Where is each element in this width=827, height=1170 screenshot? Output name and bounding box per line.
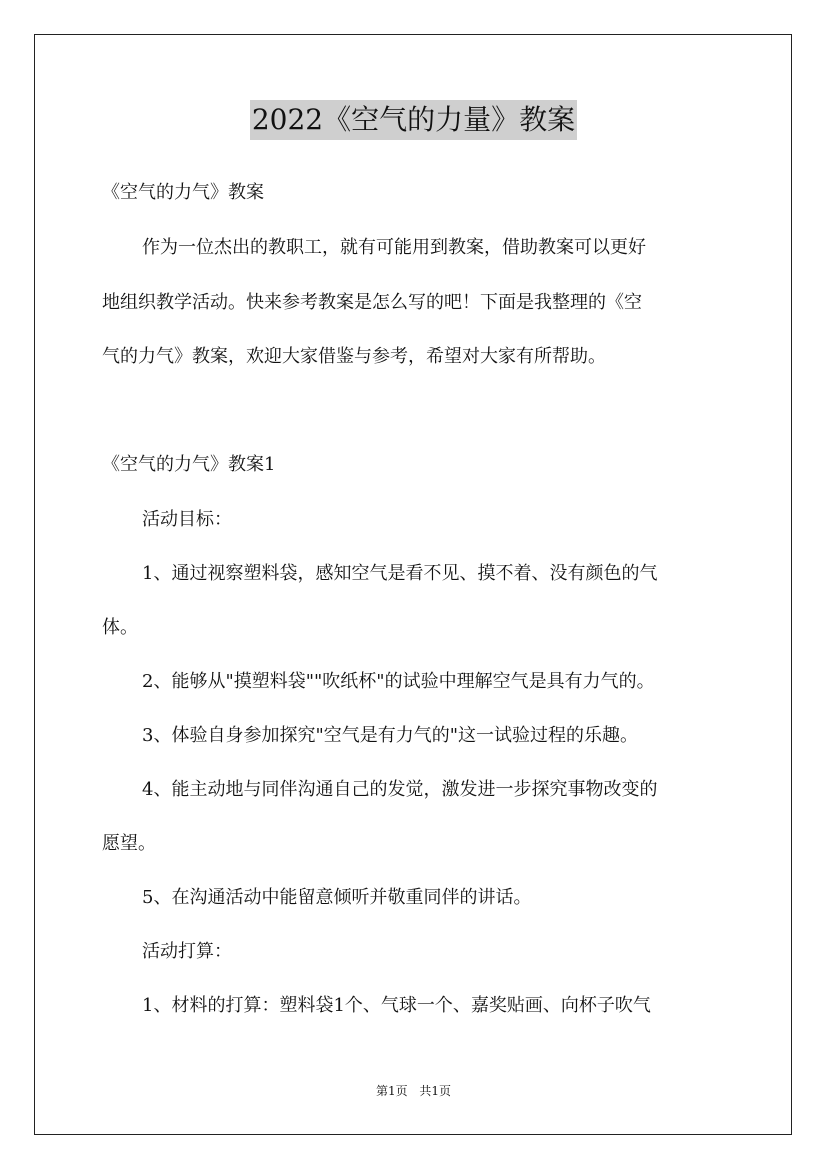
goal-1-line-1: 1、通过视察塑料袋，感知空气是看不见、摸不着、没有颜色的气	[142, 563, 658, 584]
intro-line-1: 作为一位杰出的教职工，就有可能用到教案，借助教案可以更好	[142, 237, 646, 258]
intro-line-3: 气的力气》教案，欢迎大家借鉴与参考，希望对大家有所帮助。	[102, 346, 606, 367]
goal-1-line-2: 体。	[102, 617, 138, 638]
plan-item-1: 1、材料的打算：塑料袋1个、气球一个、嘉奖贴画、向杯子吹气	[142, 995, 651, 1016]
page-total: 共1页	[419, 1084, 452, 1098]
goals-label: 活动目标：	[142, 509, 232, 530]
goal-3: 3、体验自身参加探究"空气是有力气的"这一试验过程的乐趣。	[142, 725, 639, 746]
page-number: 第1页	[375, 1084, 408, 1098]
plan-label: 活动打算：	[142, 941, 232, 962]
goal-4-line-2: 愿望。	[102, 833, 156, 854]
page-footer	[0, 1083, 827, 1099]
goal-4-line-1: 4、能主动地与同伴沟通自己的发觉，激发进一步探究事物改变的	[142, 779, 658, 800]
subtitle: 《空气的力气》教案	[102, 182, 264, 203]
goal-5: 5、在沟通活动中能留意倾听并敬重同伴的讲话。	[142, 887, 532, 908]
document-title: 2022《空气的力量》教案	[250, 100, 577, 140]
intro-line-2: 地组织教学活动。快来参考教案是怎么写的吧！下面是我整理的《空	[102, 292, 642, 313]
section-heading: 《空气的力气》教案1	[102, 454, 276, 475]
goal-2: 2、能够从"摸塑料袋""吹纸杯"的试验中理解空气是具有力气的。	[142, 671, 655, 692]
title-container	[0, 100, 827, 140]
